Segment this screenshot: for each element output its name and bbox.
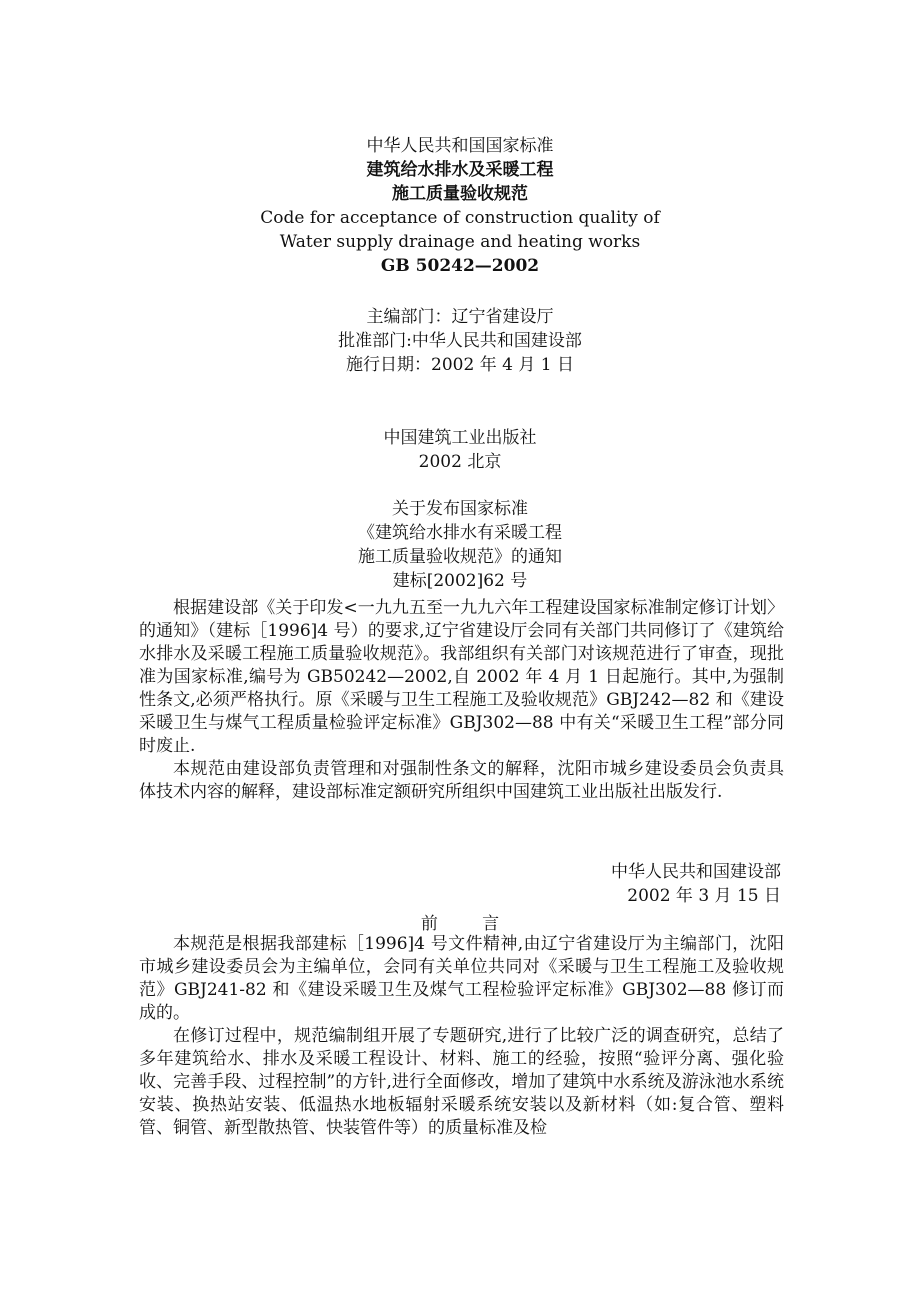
- notice-paragraph: 本规范由建设部负责管理和对强制性条文的解释，沈阳市城乡建设委员会负责具体技术内容的解释，建设部标准定额研究所组织中国建筑工业出版社出版发行.: [139, 759, 784, 802]
- preface-paragraph: 在修订过程中，规范编制组开展了专题研究,进行了比较广泛的调查研究，总结了多年建筑给水、排水及采暖工程设计、材料、施工的经验，按照“验评分离、强化验收、完善手段、过程控制”的方针,进行全面修改，增加了建筑中水系统及游泳池水系统安装、换热站安装、低温热水地板辐射采暖系统安装以及新材料（如:复合管、塑料管、铜管、新型散热管、快装管件等）的质量标准及检: [139, 1026, 784, 1138]
- publish-place: 2002 北京: [418, 452, 502, 472]
- signing-date: 2002 年 3 月 15 日: [627, 886, 781, 906]
- notice-title-line-3: 施工质量验收规范》的通知: [358, 547, 562, 567]
- english-title-line-2: Water supply drainage and heating works: [279, 232, 641, 252]
- standard-category: 中华人民共和国国家标准: [366, 136, 554, 156]
- meta-block: [0, 305, 920, 377]
- notice-paragraph: 根据建设部《关于印发<一九九五至一九九六年工程建设国家标准制定修订计划〉的通知》（建标［1996]4 号）的要求,辽宁省建设厅会同有关部门共同修订了《建筑给水排水及采暖工程施工质量验收规范》。我部组织有关部门对该规范进行了审查，现批准为国家标准,编号为 GB50242—2002,自 2002 年 4 月 1 日起施行。其中,为强制性条文,必须严格执行。原《采暖与卫生工程施工及验收规范》GBJ242—82 和《建设采暖卫生与煤气工程质量检验评定标准》GBJ302—88 中有关“采暖卫生工程”部分同时废止.: [139, 598, 784, 756]
- approval-department: 批准部门:中华人民共和国建设部: [338, 331, 582, 351]
- effective-date: 施行日期：2002 年 4 月 1 日: [346, 355, 574, 375]
- preface-title: 前言: [420, 914, 544, 934]
- title-line-2: 施工质量验收规范: [392, 184, 528, 204]
- publisher-block: [0, 426, 920, 474]
- title-line-1: 建筑给水排水及采暖工程: [366, 160, 554, 180]
- publisher-name: 中国建筑工业出版社: [383, 428, 537, 448]
- notice-title-block: [0, 497, 920, 593]
- english-title-line-1: Code for acceptance of construction quality of: [260, 208, 660, 228]
- notice-title-line-1: 关于发布国家标准: [392, 499, 528, 519]
- signer: 中华人民共和国建设部: [611, 862, 781, 882]
- editor-department: 主编部门：辽宁省建设厅: [366, 307, 554, 327]
- standard-code: GB 50242—2002: [380, 256, 540, 276]
- notice-number: 建标[2002]62 号: [392, 571, 528, 591]
- notice-title-line-2: 《建筑给水排水有采暖工程: [358, 523, 562, 543]
- notice-body: [139, 597, 784, 804]
- notice-signature: [611, 860, 781, 908]
- cover-block: [0, 134, 920, 278]
- preface-paragraph: 本规范是根据我部建标［1996]4 号文件精神,由辽宁省建设厅为主编部门，沈阳市城乡建设委员会为主编单位，会同有关单位共同对《采暖与卫生工程施工及验收规范》GBJ241-82 和《建设采暖卫生及煤气工程检验评定标准》GBJ302—88 修订而成的。: [139, 934, 784, 1023]
- preface-body: [139, 933, 784, 1140]
